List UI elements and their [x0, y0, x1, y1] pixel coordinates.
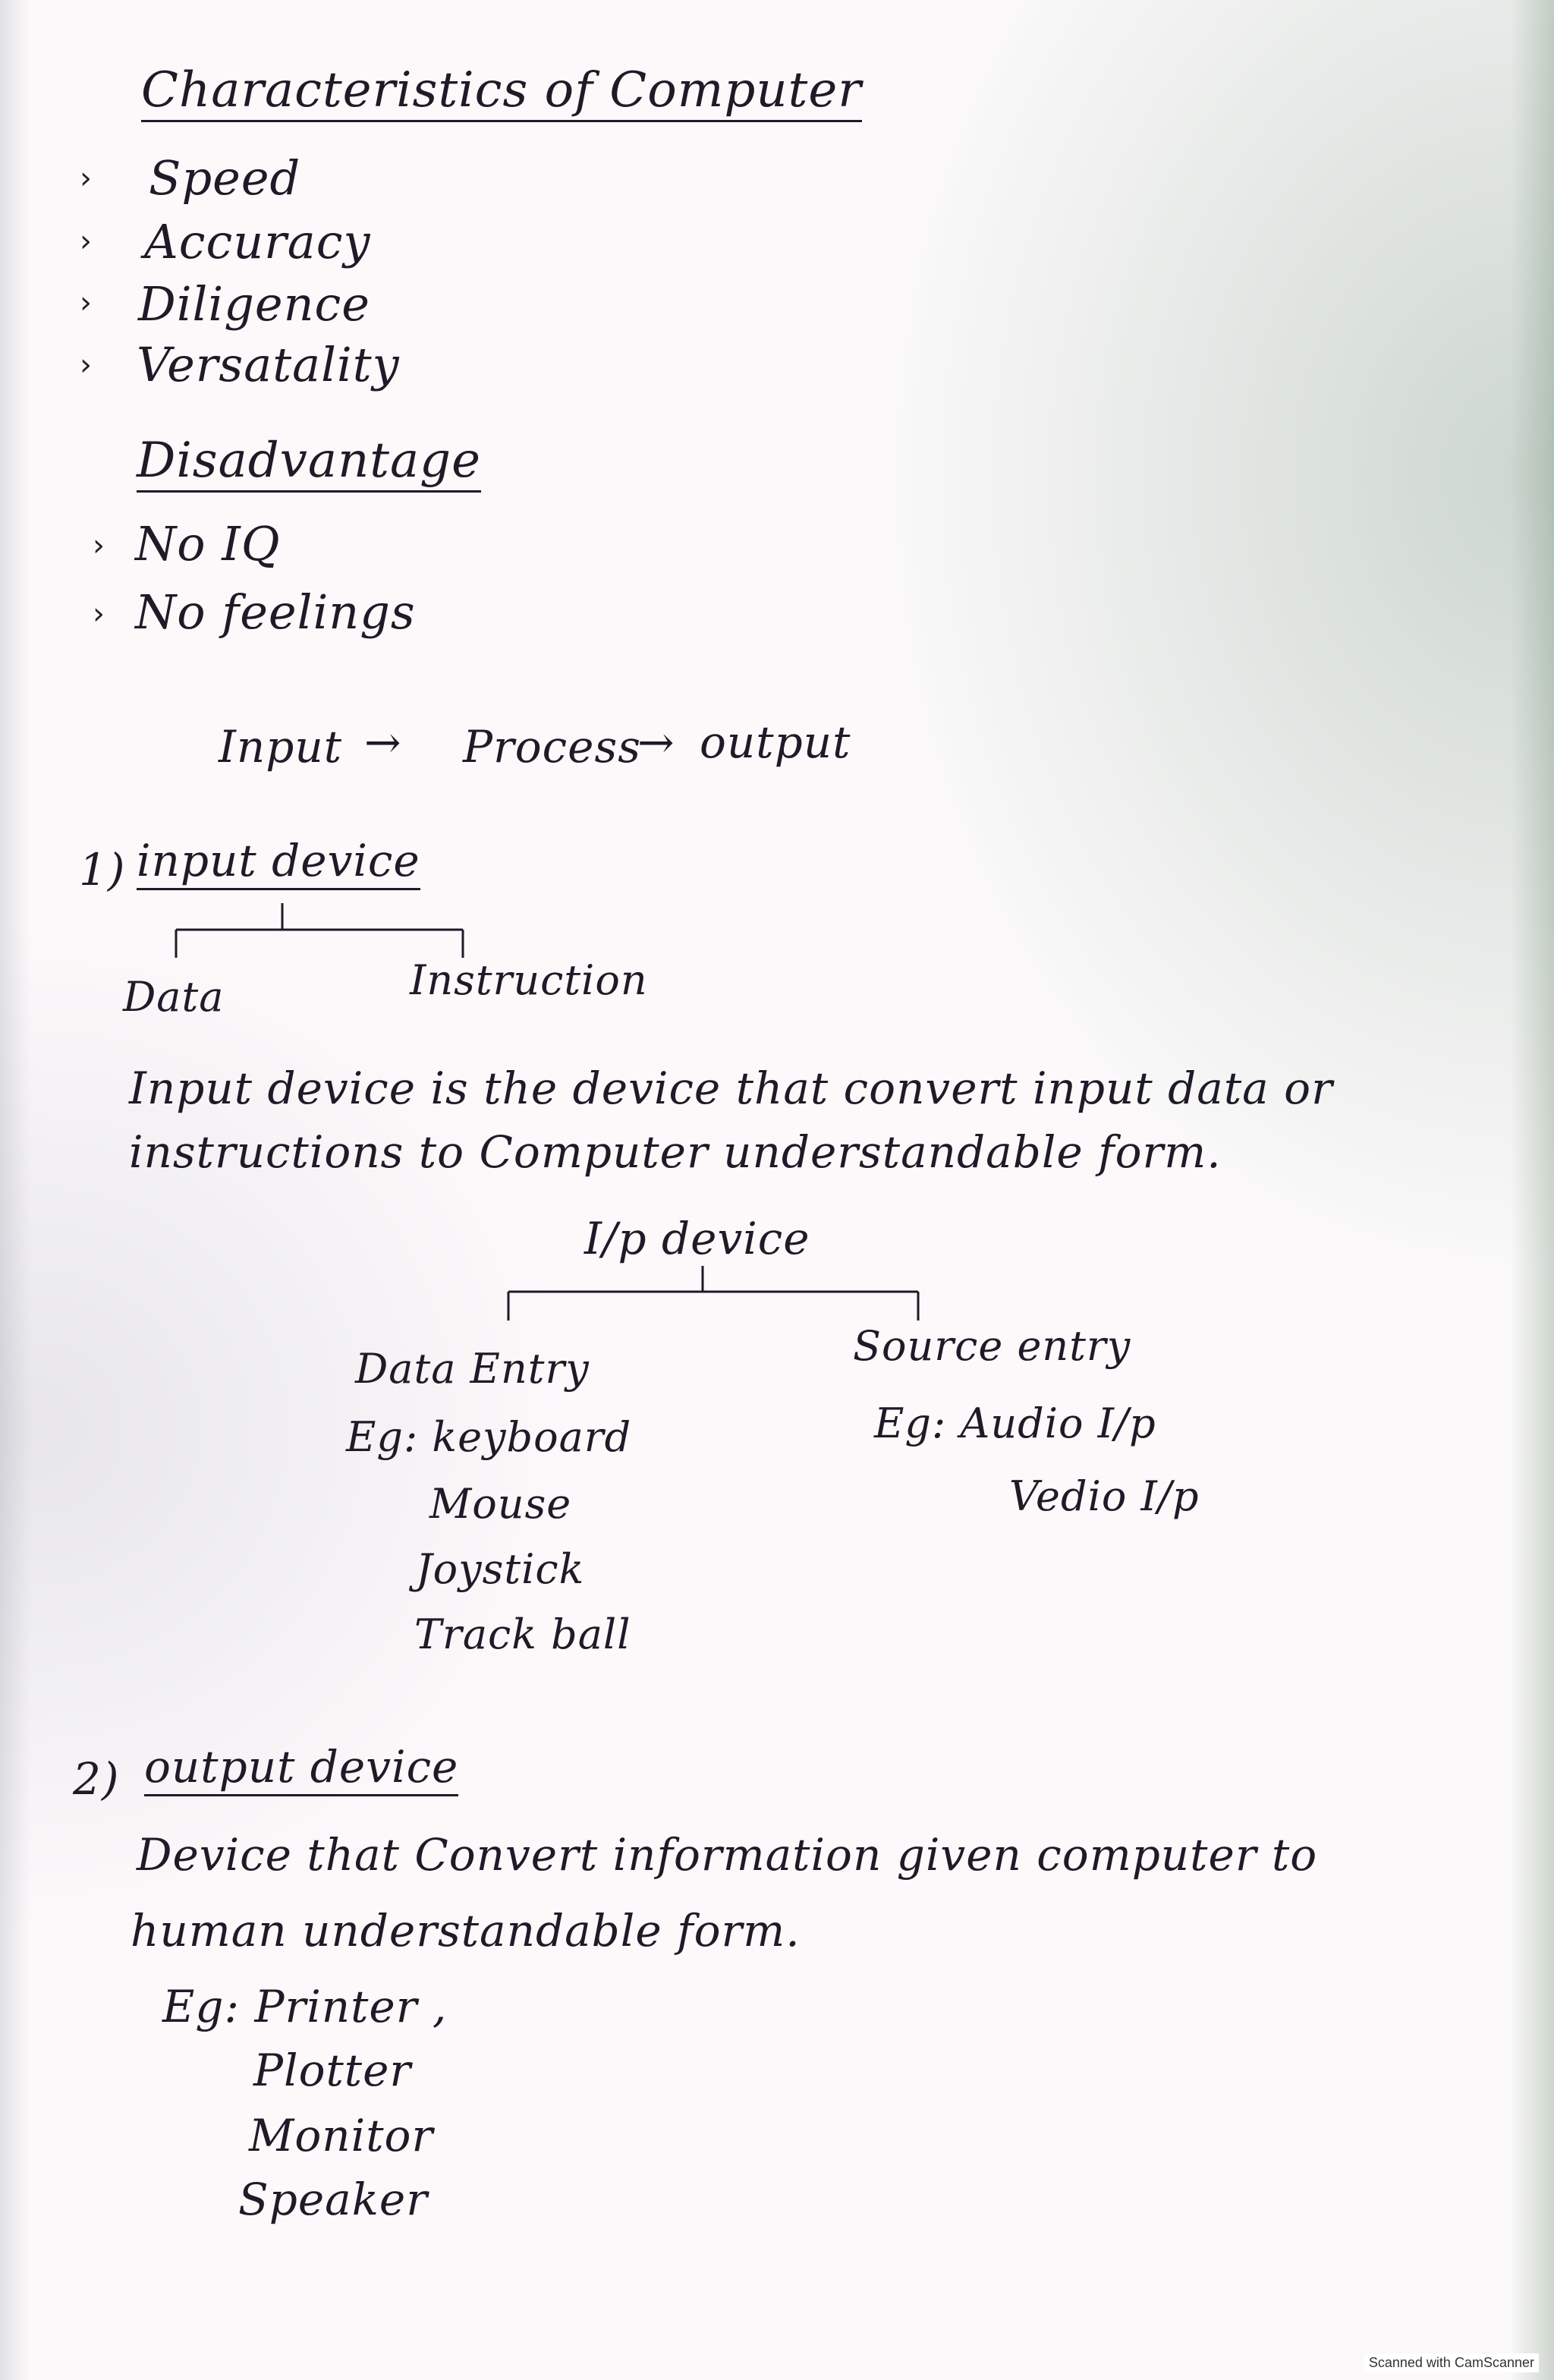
data-entry-heading: Data Entry: [355, 1345, 590, 1393]
flow-output: output: [700, 716, 851, 768]
bullet-marker: ›: [80, 224, 92, 259]
section-number: 2): [73, 1753, 120, 1805]
tree-label-data: Data: [123, 973, 225, 1021]
output-example: Plotter: [253, 2045, 412, 2096]
output-example: Eg: Printer ,: [162, 1981, 448, 2032]
input-device-heading: input device: [137, 835, 420, 890]
input-description-line: instructions to Computer understandable form.: [129, 1126, 1222, 1178]
flow-input: Input: [219, 721, 343, 773]
source-entry-example: Vedio I/p: [1009, 1472, 1200, 1520]
bullet-marker: ›: [80, 348, 92, 382]
output-example: Monitor: [249, 2110, 434, 2161]
input-description-line: Input device is the device that convert input data or: [129, 1062, 1333, 1114]
data-entry-example: Eg: keyboard: [346, 1413, 632, 1461]
data-entry-example: Track ball: [414, 1610, 631, 1658]
section-number: 1): [79, 844, 126, 896]
characteristic-item: Speed: [149, 150, 301, 206]
data-entry-example: Mouse: [429, 1480, 572, 1528]
disadvantage-heading: Disadvantage: [137, 433, 481, 493]
tree-label-instruction: Instruction: [410, 956, 648, 1004]
characteristic-item: Versatality: [137, 337, 400, 392]
ip-device-heading: I/p device: [584, 1213, 810, 1264]
output-description-line: Device that Convert information given computer to: [137, 1829, 1318, 1881]
disadvantage-item: No IQ: [135, 516, 281, 571]
source-entry-heading: Source entry: [853, 1322, 1131, 1370]
flow-process: Process: [463, 721, 642, 773]
flow-arrow: →: [637, 716, 675, 768]
output-description-line: human understandable form.: [131, 1905, 801, 1957]
source-entry-example: Eg: Audio I/p: [874, 1399, 1156, 1447]
bullet-marker: ›: [93, 597, 105, 631]
bullet-marker: ›: [93, 528, 105, 563]
flow-arrow: →: [364, 716, 402, 768]
data-entry-example: Joystick: [416, 1545, 585, 1593]
characteristic-item: Accuracy: [144, 214, 371, 269]
page-title: Characteristics of Computer: [141, 62, 862, 122]
disadvantage-item: No feelings: [135, 584, 416, 640]
characteristic-item: Diligence: [138, 276, 370, 332]
output-example: Speaker: [238, 2174, 428, 2225]
bullet-marker: ›: [80, 161, 92, 196]
output-device-heading: output device: [144, 1741, 458, 1796]
bullet-marker: ›: [80, 285, 92, 320]
scanner-watermark: Scanned with CamScanner: [1364, 2353, 1539, 2372]
